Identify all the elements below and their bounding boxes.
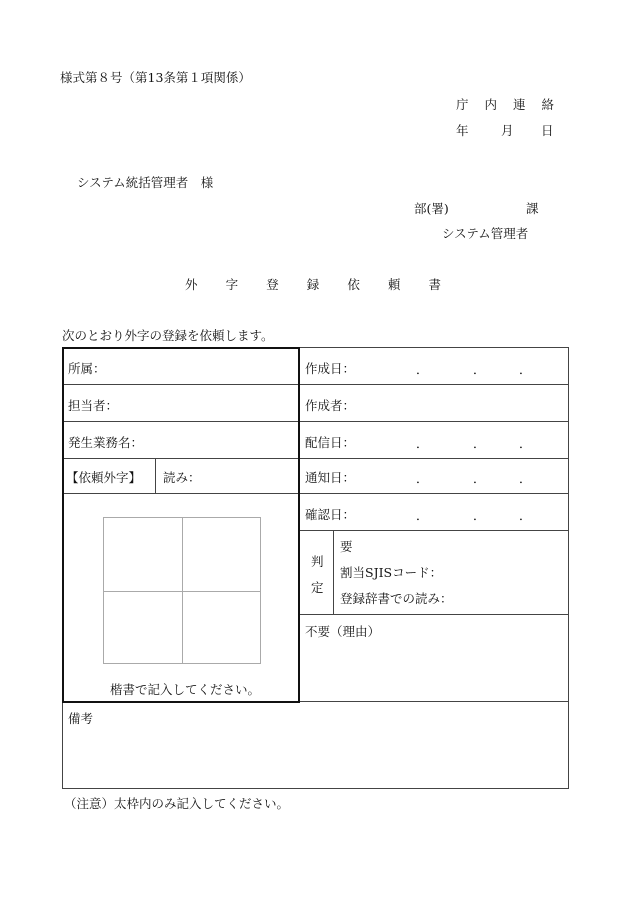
judgement-char: 判 [311,554,324,569]
sender-department[interactable]: 部(署) [414,201,449,216]
title-char: 登 [266,277,279,292]
date-separator: ． [416,471,429,486]
date-separator: ． [473,508,486,523]
judgement-char: 定 [311,580,324,595]
doc-type-char: 連 [512,97,526,112]
date-separator: ． [519,362,532,377]
doc-type-char: 庁 [456,97,469,112]
creator-label[interactable]: 作成者： [305,398,356,413]
reading-label[interactable]: 読み： [163,470,201,485]
sjis-code-label[interactable]: 割当SJISコード： [340,565,443,580]
created-date-label[interactable]: 作成日： [305,361,356,376]
footnote: （注意）太枠内のみ記入してください。 [64,796,290,811]
title-char: 依 [347,277,360,292]
date-separator: ． [473,471,486,486]
date-separator: ． [416,508,429,523]
doc-type [456,95,554,113]
date-separator: ． [473,362,486,377]
needed-option[interactable]: 要 [340,539,353,554]
date-separator: ． [416,362,429,377]
date-month[interactable]: 月 [501,123,514,138]
intro-text: 次のとおり外字の登録を依頼します。 [62,328,274,343]
delivery-date-label[interactable]: 配信日： [305,435,356,450]
doc-type-char: 内 [484,97,497,112]
remarks-label[interactable]: 備考 [68,711,94,726]
title-char: 頼 [387,277,401,292]
doc-type-char: 絡 [541,97,554,112]
confirm-date-label[interactable]: 確認日： [305,507,356,522]
notice-date-label[interactable]: 通知日： [305,470,356,485]
recipient: システム統括管理者 様 [77,175,214,190]
date-separator: ． [519,471,532,486]
instruction-text: 楷書で記入してください。 [110,682,261,697]
date-day[interactable]: 日 [541,123,554,138]
title-char: 外 [185,277,198,292]
request-label: 【依頼外字】 [66,470,142,485]
date-separator: ． [416,436,429,451]
business-label[interactable]: 発生業務名： [68,435,144,450]
page-title [185,275,441,293]
date-separator: ． [519,508,532,523]
person-label[interactable]: 担当者： [68,398,119,413]
date-year[interactable]: 年 [456,123,469,138]
form-number: 様式第８号（第13条第１項関係） [60,70,251,85]
date-separator: ． [473,436,486,451]
date-separator: ． [519,436,532,451]
title-char: 書 [428,277,441,292]
sender-role: システム管理者 [442,226,529,241]
sender-section[interactable]: 課 [526,201,539,216]
title-char: 録 [306,277,320,292]
title-char: 字 [225,277,239,292]
dict-reading-label[interactable]: 登録辞書での読み： [340,591,453,606]
affiliation-label[interactable]: 所属： [68,361,106,376]
not-needed-option[interactable]: 不要（理由） [305,624,381,639]
